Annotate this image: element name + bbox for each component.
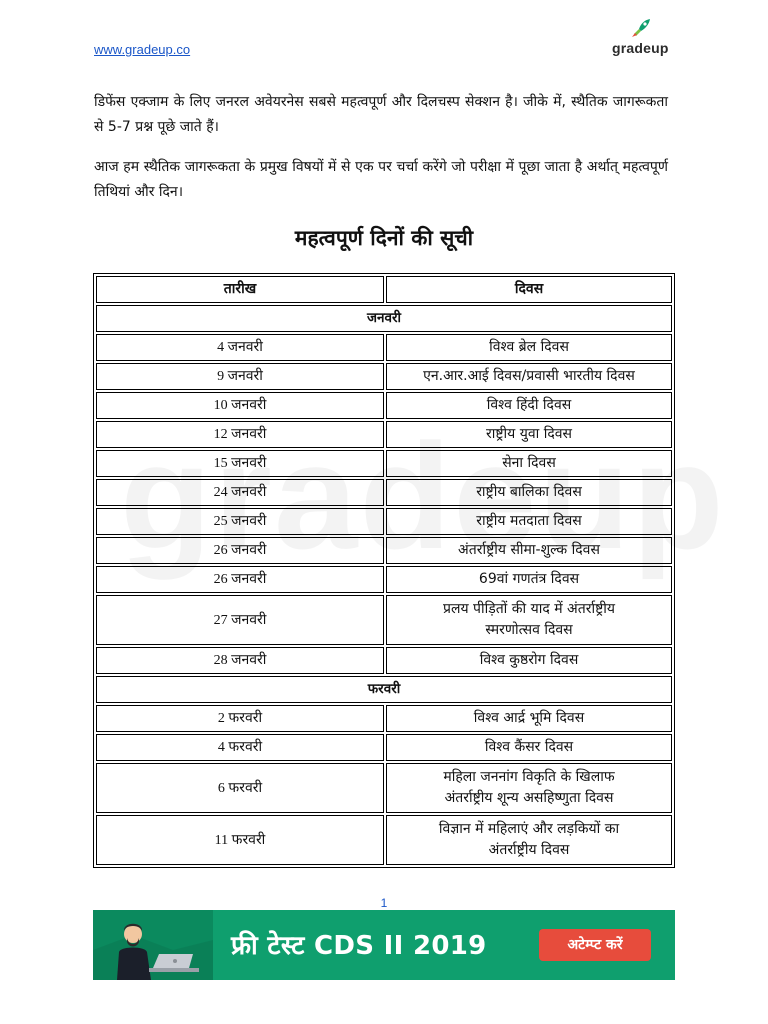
- table-row: [96, 705, 672, 732]
- day-cell: [386, 763, 672, 813]
- date-cell: 26 जनवरी: [96, 566, 384, 593]
- day-cell: राष्ट्रीय मतदाता दिवस: [386, 508, 672, 535]
- day-line: महिला जननांग विकृति के खिलाफ: [443, 769, 615, 785]
- table-row: [96, 421, 672, 448]
- header-date: तारीख: [96, 276, 384, 303]
- table-row: [96, 334, 672, 361]
- header-day: दिवस: [386, 276, 672, 303]
- page-title: महत्वपूर्ण दिनों की सूची: [294, 226, 474, 250]
- table-row: [96, 392, 672, 419]
- day-cell: विश्व हिंदी दिवस: [386, 392, 672, 419]
- date-cell: 27 जनवरी: [96, 595, 384, 645]
- date-cell: 28 जनवरी: [96, 647, 384, 674]
- month-january-row: [96, 305, 672, 332]
- day-cell: सेना दिवस: [386, 450, 672, 477]
- intro-paragraph-2: आज हम स्थैतिक जागरूकता के प्रमुख विषयों में से एक पर चर्चा करेंगे जो परीक्षा में पूछा जाता है अर्थात् महत्वपूर्ण तिथियां और दिन।: [94, 159, 668, 200]
- date-cell: 25 जनवरी: [96, 508, 384, 535]
- date-cell: 6 फरवरी: [96, 763, 384, 813]
- month-february-row: [96, 676, 672, 703]
- date-cell: 4 फरवरी: [96, 734, 384, 761]
- student-laptop-illustration: [93, 910, 213, 980]
- table-header-row: [96, 276, 672, 303]
- date-cell: 26 जनवरी: [96, 537, 384, 564]
- website-link[interactable]: www.gradeup.co: [94, 42, 191, 57]
- table-row: [96, 763, 672, 813]
- date-cell: 2 फरवरी: [96, 705, 384, 732]
- day-line: विज्ञान में महिलाएं और लड़कियों का: [438, 821, 620, 837]
- day-cell: विश्व कैंसर दिवस: [386, 734, 672, 761]
- month-label: जनवरी: [96, 305, 672, 332]
- day-cell: [386, 595, 672, 645]
- rocket-icon: [630, 18, 652, 38]
- day-cell: अंतर्राष्ट्रीय सीमा-शुल्क दिवस: [386, 537, 672, 564]
- important-days-table: [93, 273, 675, 868]
- date-cell: 10 जनवरी: [96, 392, 384, 419]
- page-number: 1: [380, 896, 388, 910]
- day-cell: 69वां गणतंत्र दिवस: [386, 566, 672, 593]
- day-line: स्मरणोत्सव दिवस: [485, 622, 573, 638]
- day-line: अंतर्राष्ट्रीय दिवस: [488, 842, 570, 858]
- date-cell: 11 फरवरी: [96, 815, 384, 865]
- day-cell: राष्ट्रीय बालिका दिवस: [386, 479, 672, 506]
- month-label: फरवरी: [96, 676, 672, 703]
- day-cell: विश्व आर्द्र भूमि दिवस: [386, 705, 672, 732]
- table-row: [96, 363, 672, 390]
- gradeup-logo: [600, 18, 680, 58]
- attempt-button[interactable]: अटेम्प्ट करें: [539, 929, 651, 961]
- date-cell: 24 जनवरी: [96, 479, 384, 506]
- date-cell: 15 जनवरी: [96, 450, 384, 477]
- table-row: [96, 479, 672, 506]
- day-cell: एन.आर.आई दिवस/प्रवासी भारतीय दिवस: [386, 363, 672, 390]
- banner-headline: फ्री टेस्ट CDS II 2019: [231, 931, 487, 961]
- date-cell: 12 जनवरी: [96, 421, 384, 448]
- date-cell: 4 जनवरी: [96, 334, 384, 361]
- table-row: [96, 566, 672, 593]
- day-line: अंतर्राष्ट्रीय शून्य असहिष्णुता दिवस: [444, 790, 614, 806]
- promo-banner[interactable]: [93, 910, 675, 980]
- table-row: [96, 450, 672, 477]
- day-cell: विश्व ब्रेल दिवस: [386, 334, 672, 361]
- table-row: [96, 734, 672, 761]
- day-cell: [386, 815, 672, 865]
- day-cell: राष्ट्रीय युवा दिवस: [386, 421, 672, 448]
- table-row: [96, 647, 672, 674]
- date-cell: 9 जनवरी: [96, 363, 384, 390]
- table-row: [96, 595, 672, 645]
- logo-text: gradeup: [612, 40, 669, 56]
- day-cell: विश्व कुष्ठरोग दिवस: [386, 647, 672, 674]
- table-row: [96, 537, 672, 564]
- intro-paragraph-1: डिफेंस एक्जाम के लिए जनरल अवेयरनेस सबसे महत्वपूर्ण और दिलचस्प सेक्शन है। जीके में, स्थैतिक जागरूकता से 5-7 प्रश्न पूछे जाते हैं।: [94, 94, 668, 135]
- table-row: [96, 815, 672, 865]
- table-row: [96, 508, 672, 535]
- day-line: प्रलय पीड़ितों की याद में अंतर्राष्ट्रीय: [442, 601, 615, 617]
